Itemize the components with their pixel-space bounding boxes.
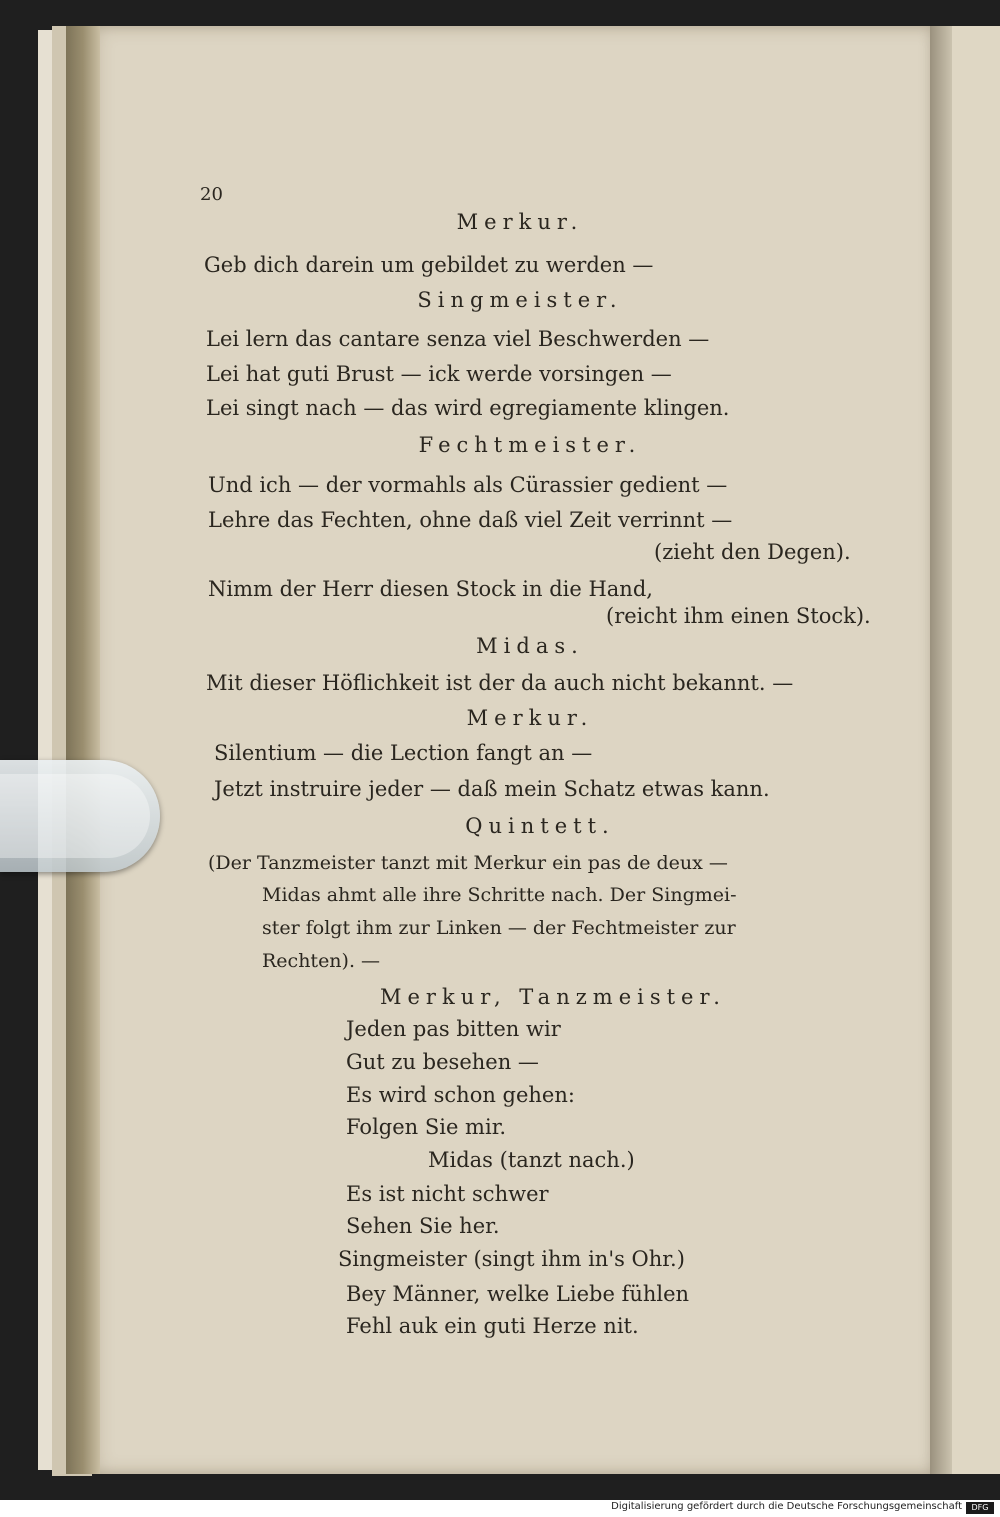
- verse-line: Bey Männer, welke Liebe fühlen: [346, 1282, 690, 1306]
- text-line: Lehre das Fechten, ohne daß viel Zeit verrinnt —: [208, 508, 733, 532]
- speaker-midas: Midas (tanzt nach.): [428, 1148, 635, 1172]
- text-line: Lei lern das cantare senza viel Beschwerden —: [206, 327, 710, 351]
- verse-line: Fehl auk ein guti Herze nit.: [346, 1314, 639, 1338]
- stage-direction: Rechten). —: [262, 950, 381, 972]
- text-line: Mit dieser Höflichkeit ist der da auch nicht bekannt. —: [206, 671, 794, 695]
- verse-line: Jeden pas bitten wir: [346, 1017, 561, 1041]
- page-number: 20: [200, 184, 223, 205]
- speaker-merkur-tanzmeister: Merkur, Tanzmeister.: [380, 985, 726, 1009]
- text-line: Lei hat guti Brust — ick werde vorsingen —: [206, 362, 672, 386]
- dfg-logo: DFG: [966, 1502, 994, 1514]
- speaker-singmeister: Singmeister (singt ihm in's Ohr.): [338, 1247, 685, 1271]
- text-line: Lei singt nach — das wird egregiamente klingen.: [206, 396, 730, 420]
- section-heading-quintett: Quintett.: [465, 814, 615, 838]
- stage-direction: (reicht ihm einen Stock).: [606, 604, 871, 628]
- verse-line: Folgen Sie mir.: [346, 1115, 507, 1139]
- verse-line: Gut zu besehen —: [346, 1050, 539, 1074]
- stage-direction: (zieht den Degen).: [654, 540, 851, 564]
- text-line: Silentium — die Lection fangt an —: [214, 741, 593, 765]
- verse-line: Sehen Sie her.: [346, 1214, 500, 1238]
- speaker-midas: Midas.: [476, 634, 584, 658]
- footer-credit: Digitalisierung gefördert durch die Deutsche Forschungsgemeinschaft: [611, 1501, 962, 1512]
- speaker-singmeister: Singmeister.: [417, 288, 623, 312]
- speaker-fechtmeister: Fechtmeister.: [418, 433, 642, 457]
- text-line: Nimm der Herr diesen Stock in die Hand,: [208, 577, 653, 601]
- gutter-shadow: [66, 26, 100, 1474]
- text-line: Jetzt instruire jeder — daß mein Schatz etwas kann.: [214, 777, 770, 801]
- facing-page-edge: [952, 26, 1000, 1474]
- stage-direction: ster folgt ihm zur Linken — der Fechtmeister zur: [262, 917, 736, 939]
- page-clip-highlight: [0, 774, 150, 858]
- stage-direction: (Der Tanzmeister tanzt mit Merkur ein pas de deux —: [208, 852, 728, 874]
- speaker-merkur: Merkur.: [466, 706, 594, 730]
- verse-line: Es wird schon gehen:: [346, 1083, 575, 1107]
- text-line: Geb dich darein um gebildet zu werden —: [204, 253, 654, 277]
- stage-direction: Midas ahmt alle ihre Schritte nach. Der Singmei-: [262, 884, 737, 906]
- verse-line: Es ist nicht schwer: [346, 1182, 549, 1206]
- book-spine: [930, 26, 952, 1474]
- speaker-merkur: Merkur.: [456, 210, 584, 234]
- text-line: Und ich — der vormahls als Cürassier gedient —: [208, 473, 728, 497]
